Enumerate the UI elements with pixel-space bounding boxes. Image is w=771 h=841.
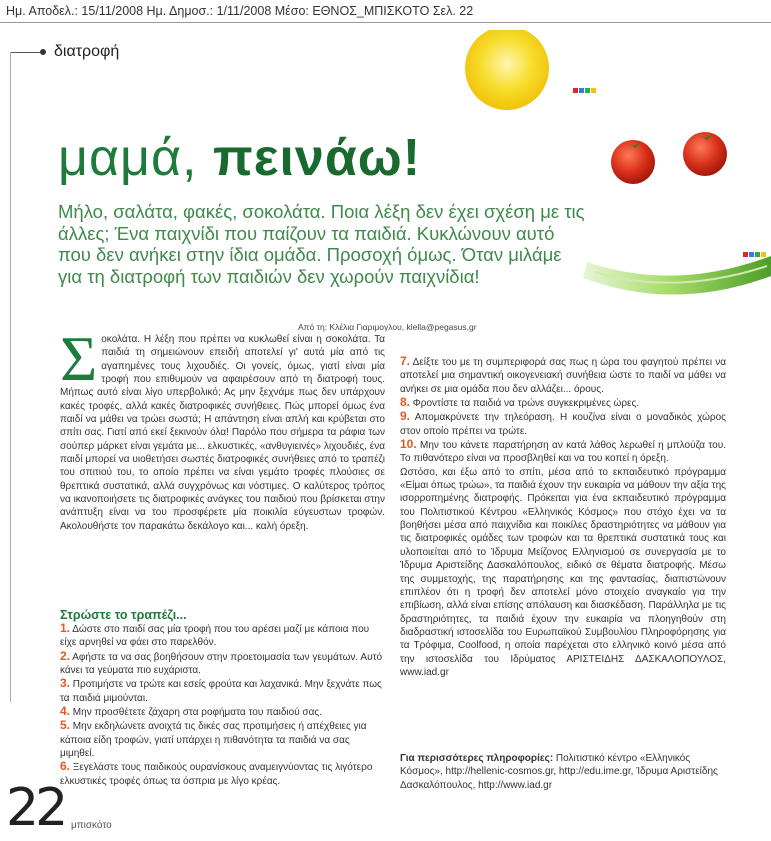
- color-dots-icon: [743, 252, 766, 257]
- program-text: Ωστόσο, και έξω από το σπίτι, μέσα από το εκπαιδευτικό πρόγραμμα «Είμαι όπως τρώω», τα παιδιά έχουν την ευκαιρία να μάθουν την αξία της ισορροπημένης διατροφής. Πρόκειται για ένα εκπαιδευτικό πρόγραμμα του Πολιτιστικού Κέντρου «Ελληνικός Κόσμος» που στόχο έχει να τα βοηθήσει μέσα από παιχνίδια και ποικίλες δραστηριότητες να μάθουν για τις διατροφικές ομάδες των τροφών και τα θρεπτικά συστατικά τους και υλοποιείται από το Ίδρυμα Μείζονος Ελληνισμού σε συνεργασία με το Ίδρυμα Αριστείδης Δασκαλόπουλος, ειδικό σε θέματα διατροφής. Μέσω της συμμετοχής, της παρατήρησης και της φαντασίας, διαπιστώνουν επιπλέον ότι η τροφή δεν αποτελεί μόνο στοιχείο αναγκαίο για την επιβίωση, αλλά είναι επίσης απόλαυση και διασκέδαση. Παράλληλα με τις δραστηριότητες, τα παιδιά έχουν την ευκαιρία να πλοηγηθούν στη διαδραστική ιστοσελίδα του Ευρωπαϊκού Συμβουλίου Πληροφόρησης για τα Τρόφιμα, Coolfood, η οποία παρέχεται στο ελληνικό κοινό μέσα από την ιστοσελίδα του Ιδρύματος ΑΡΙΣΤΕΙΔΗΣ ΔΑΣΚΑΛΟΠΟΥΛΟΣ, www.iad.gr: [400, 466, 726, 678]
- tip-item: 6. Ξεγελάστε τους παιδικούς ουρανίσκους αναμειγνύοντας τις λιγότερο ελκυστικές τροφές όπως τα όσπρια με λίγο κρέας.: [60, 759, 373, 787]
- body-column-right: [400, 355, 726, 679]
- byline: Από τη: Κλέλια Γιαριμογλου, klella@pegasus.gr: [298, 322, 477, 332]
- section-label: διατροφή: [54, 43, 120, 60]
- tip-item: 3. Προτιμήστε να τρώτε και εσείς φρούτα και λαχανικά. Μην ξεχνάτε πως τα παιδιά μιμούνται.: [60, 676, 382, 704]
- margin-rule: [10, 52, 11, 702]
- page-number: 22: [6, 778, 65, 838]
- color-dots-icon: [573, 88, 596, 93]
- tip-item: 2. Αφήστε τα να σας βοηθήσουν στην προετοιμασία των γευμάτων. Αυτό κάνει τα γεύματα πιο ευχάριστα.: [60, 648, 383, 677]
- tip-item: 10. Μην του κάνετε παρατήρηση αν κατά λάθος λερωθεί η μπλούζα του. Το πιθανότερο είναι να προσβληθεί και να του κοπεί η όρεξη.: [400, 437, 726, 465]
- tip-item: 1. Δώστε στο παιδί σας μία τροφή που του αρέσει μαζί με κάποια που είχε αρνηθεί να φάει στο παρελθόν.: [60, 621, 370, 649]
- magazine-name: μπισκότο: [71, 820, 112, 831]
- more-info-label: Για περισσότερες πληροφορίες:: [400, 753, 554, 764]
- tip-item: 5. Μην εκδηλώνετε ανοιχτά τις δικές σας προτιμήσεις ή απέχθειες για κάποια είδη τροφών, γιατί υπάρχει η πιθανότητα τα παιδιά να σας μιμηθεί.: [60, 718, 367, 760]
- tip-item: 4. Μην προσθέτετε ζάχαρη στα ροφήματα του παιδιού σας.: [60, 704, 322, 719]
- article-title: μαμά, πεινάω!: [58, 129, 422, 187]
- more-info: [400, 752, 728, 792]
- egg-yolk: [465, 30, 549, 110]
- header-divider: [0, 22, 771, 23]
- tips-heading: Στρώστε το τραπέζι...: [60, 608, 187, 622]
- tip-item: 9. Απομακρύνετε την τηλεόραση. Η κουζίνα είναι ο μοναδικός χώρος στον οποίο πρέπει να τρώτε.: [400, 409, 726, 437]
- more-info-text: Πολιτιστικό κέντρο «Ελληνικός Κόσμος», http://hellenic-cosmos.gr, http://edu.ime.gr, Ίδρυμα Αριστείδης Δασκαλόπουλος, http://www.iad.gr: [400, 753, 718, 791]
- body-text: οκολάτα. Η λέξη που πρέπει να κυκλωθεί είναι η σοκολάτα. Τα παιδιά τη σημειώνουν επειδή αποτελεί γι' αυτά μία από τις αγαπημένες τους λιχουδιές. Οι γονείς, όμως, γιατί είναι μία τροφή που επιθυμούν να αφαιρέσουν από τη διατροφή τους. Μήπως αυτό είναι λίγο υπερβολικό; Ας μην ξεχνάμε πως δεν υπάρχουν κακές τροφές, αλλά κακές διατροφικές συνήθειες. Πώς μπορεί όμως ένα παιδί να μάθει να τρώει σωστά; Η απάντηση είναι απλή και κρύβεται στο σπίτι σας. Γιατί από εκεί ξεκινούν όλα! Παρόλο που σήμερα τα ράφια των σούπερ μάρκετ είναι γεμάτα με... ελκυστικές, «ανθυγιεινές» λιχουδιές, ένα παιδί μπορεί να υιοθετήσει σωστές διατροφικές συνήθειες από το τραπέζι του σπιτιού του, το οποίο πρέπει να είναι γεμάτο τροφές πλούσιες σε θρεπτικά συστατικά, αλλά συγχρόνως και νόστιμες. Ο καλύτερος τρόπος να ικανοποιήσετε τις διατροφικές ανάγκες του παιδιού που βρίσκεται στην ανάπτυξη είναι να του προσφέρετε μία ποικιλία εύγευστων τροφών. Ακολουθήστε τον παρακάτω δεκάλογο και... καλή όρεξη.: [60, 334, 385, 532]
- section-bullet-icon: [40, 49, 46, 55]
- clipping-header: Ημ. Αποδελ.: 15/11/2008 Ημ. Δημοσ.: 1/11/2008 Μέσο: ΕΘΝΟΣ_ΜΠΙΣΚΟΤΟ Σελ. 22: [6, 4, 474, 18]
- body-column-left: [60, 323, 385, 533]
- drop-cap: Σ: [60, 323, 98, 394]
- tips-list: [60, 622, 385, 788]
- section-rule: [10, 52, 40, 53]
- tip-item: 7. Δείξτε του με τη συμπεριφορά σας πως η ώρα του φαγητού πρέπει να αποτελεί μια σημαντική οικογενειακή συνήθεια ώστε το παιδί να μάθει να ανήκει σε μια ομάδα που δεν αλλάζει... όρους.: [400, 354, 726, 395]
- tip-item: 8. Φροντίστε τα παιδιά να τρώνε συγκεκριμένες ώρες.: [400, 395, 640, 410]
- article-lead: Μήλο, σαλάτα, φακές, σοκολάτα. Ποια λέξη δεν έχει σχέση με τις άλλες; Ένα παιχνίδι που παίζουν τα παιδιά. Κυκλώνουν αυτό που δεν ανήκει στην ίδια ομάδα. Προσοχή όμως. Όταν μιλάμε για τη διατροφή των παιδιών δεν χωρούν παιχνίδια!: [58, 201, 585, 287]
